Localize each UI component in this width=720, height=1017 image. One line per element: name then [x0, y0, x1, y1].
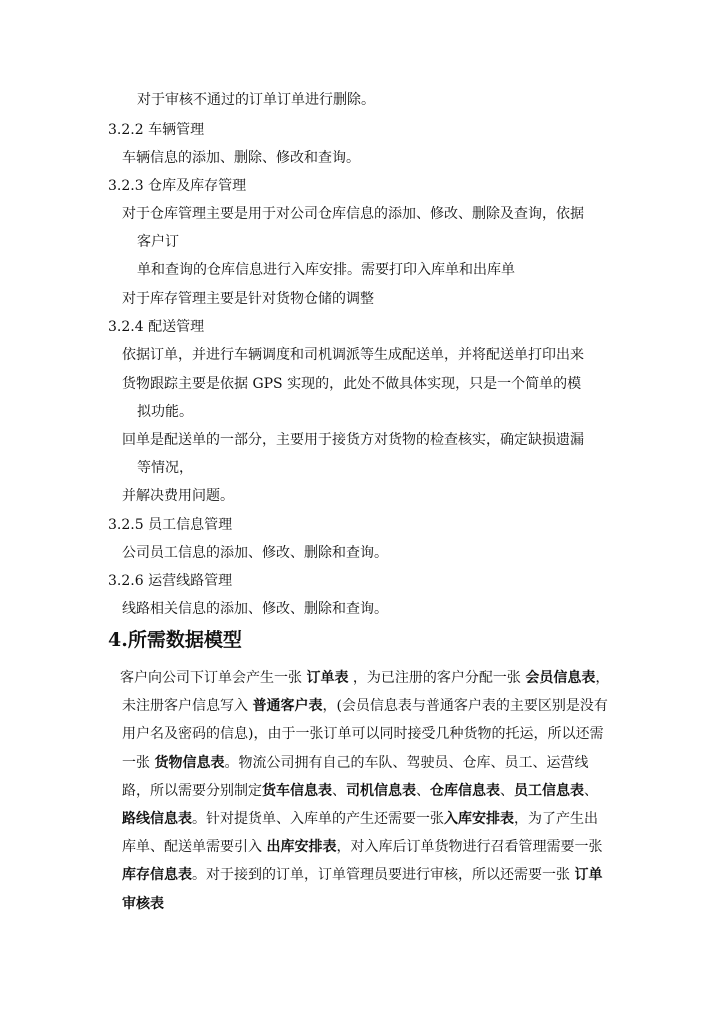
text-run: ，对入库后订单货物进行召看管理需要一张: [336, 839, 603, 856]
text-line: 对于库存管理主要是针对货物仓储的调整: [122, 291, 374, 307]
section-heading-3-2-3: 3.2.3 仓库及库存管理: [108, 178, 247, 194]
table-name: 货物信息表: [154, 754, 225, 771]
text-run: 。物流公司拥有自己的车队、驾驶员、仓库、员工、运营线路，所以需要分别制定: [122, 754, 589, 799]
table-name: 司机信息表: [346, 782, 416, 799]
text-line: 线路相关信息的添加、修改、删除和查询。: [122, 601, 388, 617]
text-run: 、: [584, 782, 598, 799]
data-model-paragraph: [122, 664, 610, 918]
text-run: ，未注册客户信息写入: [122, 670, 610, 715]
text-line: 拟功能。: [137, 404, 193, 420]
text-line: 对于仓库管理主要是用于对公司仓库信息的添加、修改、删除及查询，依据: [122, 206, 584, 222]
table-name: 订单表: [306, 670, 349, 686]
section-heading-3-2-2: 3.2.2 车辆管理: [108, 122, 205, 138]
text-line: 单和查询的仓库信息进行入库安排。需要打印入库单和出库单: [137, 262, 515, 278]
section-heading-3-2-5: 3.2.5 员工信息管理: [108, 517, 233, 533]
text-line: 车辆信息的添加、删除、修改和查询。: [122, 150, 360, 166]
text-line: 依据订单，并进行车辆调度和司机调派等生成配送单，并将配送单打印出来: [122, 347, 584, 363]
text-run: 、: [500, 782, 514, 799]
table-name: 订单审核表: [122, 867, 603, 912]
text-run: 客户向公司下订单会产生一张: [120, 670, 307, 686]
table-name: 入库安排表: [444, 811, 514, 828]
table-name: 员工信息表: [514, 782, 584, 799]
text-run: 。针对提货单、入库单的产生还需要一张: [192, 811, 444, 828]
text-run: ，为了产生出库单、配送单需要引入: [122, 811, 598, 856]
text-line: 客户订: [137, 234, 179, 250]
text-run: ，(会员信息表与普通客户表的主要区别是没有用户名及密码的信息)，由于一张订单可以同时接受几种货物的托运，所以还需一张: [122, 698, 608, 771]
text-line: 对于审核不通过的订单订单进行删除。: [137, 92, 375, 108]
chapter-heading: 4.所需数据模型: [108, 629, 242, 651]
text-run: 。对于接到的订单，订单管理员要进行审核，所以还需要一张: [192, 867, 575, 884]
table-name: 出库安排表: [266, 839, 337, 856]
table-name: 仓库信息表: [430, 782, 500, 799]
text-line: 并解决费用问题。: [122, 488, 234, 504]
text-line: 等情况，: [137, 460, 193, 476]
text-run: 、: [416, 782, 430, 799]
text-line: 回单是配送单的一部分，主要用于接货方对货物的检查核实，确定缺损遗漏: [122, 432, 584, 448]
table-name: 会员信息表: [525, 670, 596, 686]
section-heading-3-2-4: 3.2.4 配送管理: [108, 319, 205, 335]
section-heading-3-2-6: 3.2.6 运营线路管理: [108, 573, 233, 589]
text-run: ，为已注册的客户分配一张: [348, 670, 526, 686]
text-line: 公司员工信息的添加、修改、删除和查询。: [122, 545, 388, 561]
table-name: 普通客户表: [252, 698, 323, 715]
table-name: 路线信息表: [122, 811, 192, 828]
text-line: 货物跟踪主要是依据 GPS 实现的，此处不做具体实现，只是一个简单的模: [122, 376, 582, 392]
table-name: 库存信息表: [122, 867, 192, 884]
text-run: 、: [332, 782, 346, 799]
table-name: 货车信息表: [262, 782, 332, 799]
